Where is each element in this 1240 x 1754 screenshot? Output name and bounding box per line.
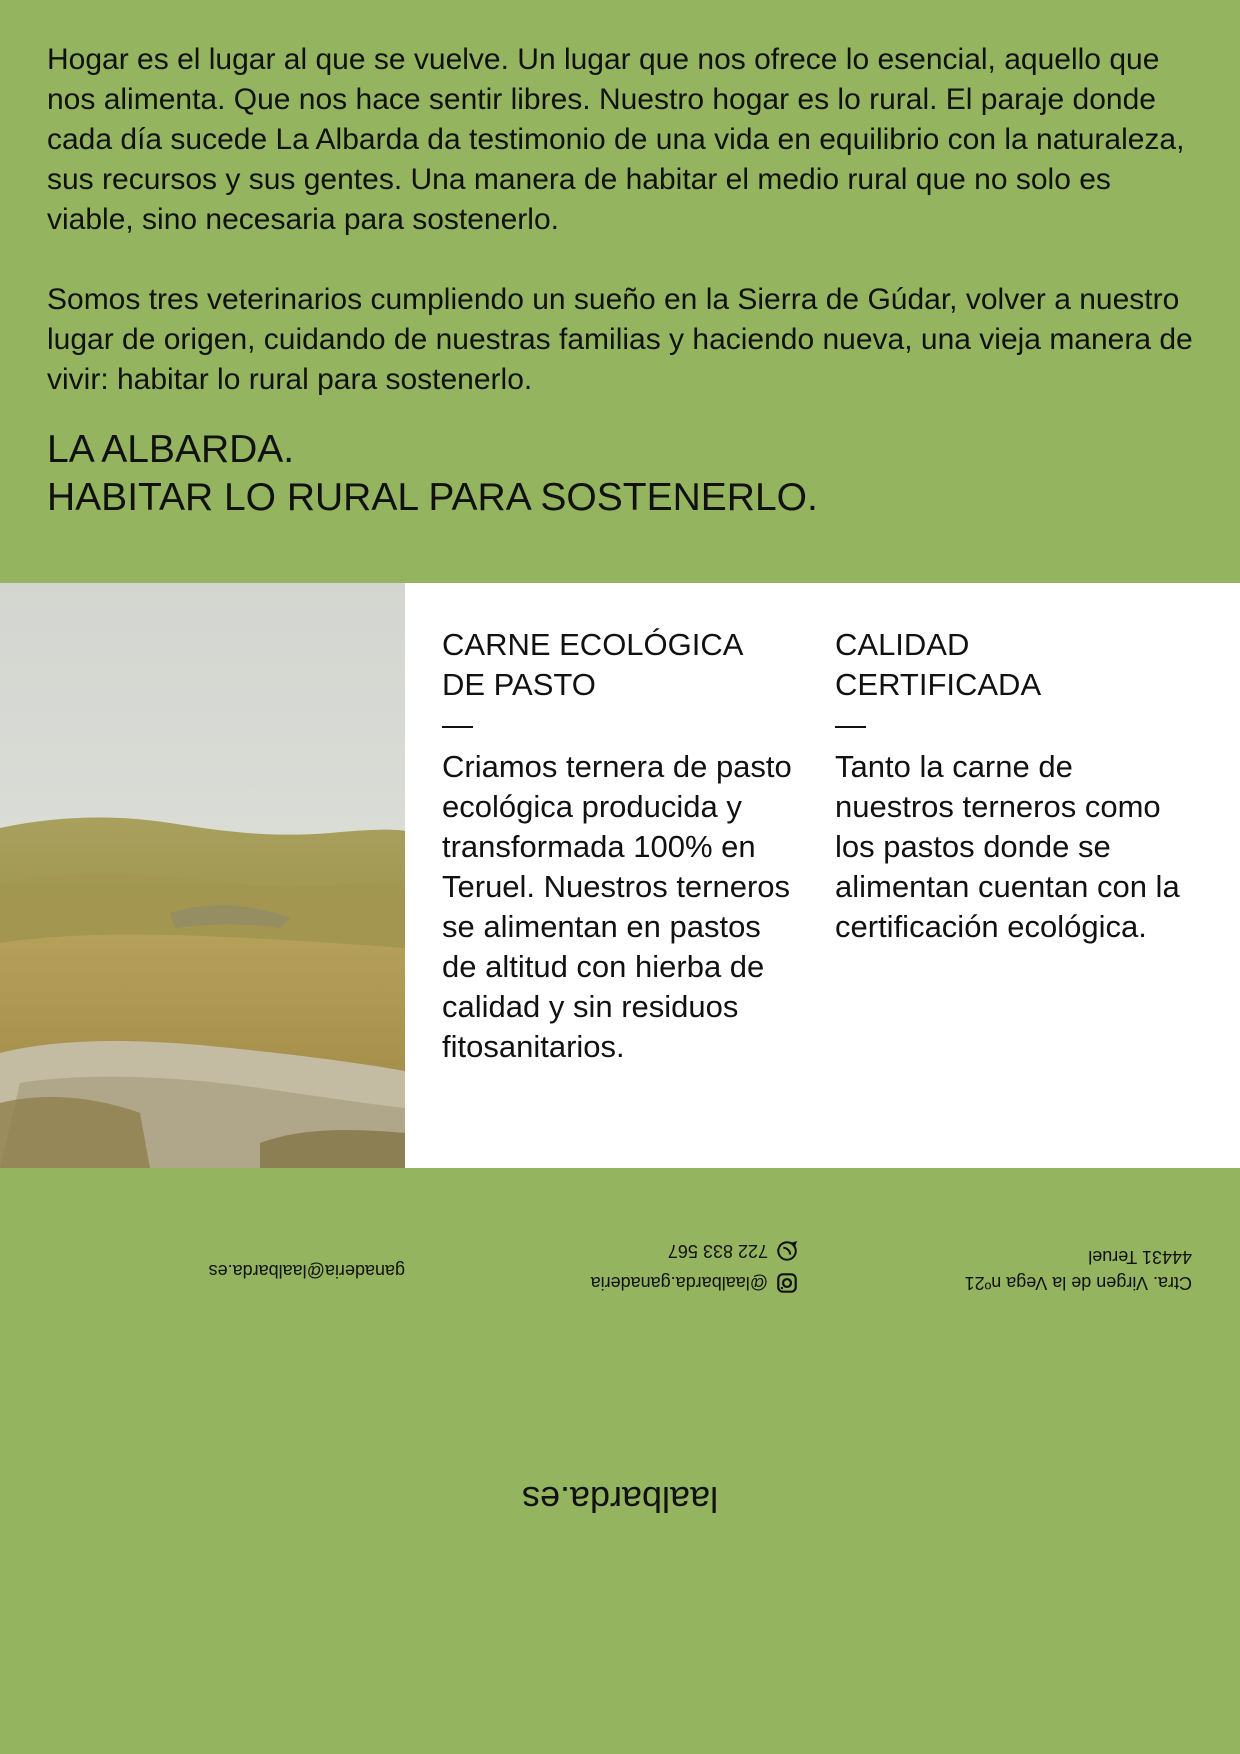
feature-dash: — [835, 707, 866, 742]
feature-title-line-1: CARNE ECOLÓGICA [442, 627, 744, 662]
intro-paragraph-2: Somos tres veterinarios cumpliendo un sueño en la Sierra de Gúdar, volver a nuestro lugar de origen, cuidando de nuestras familias y haciendo nueva, una vieja manera de vivir: habitar lo rural para sostenerlo. [47, 283, 1193, 396]
feature-title [442, 625, 802, 705]
whatsapp-icon [776, 1240, 798, 1262]
feature-certified-quality [835, 625, 1195, 947]
slogan [47, 426, 818, 522]
slogan-line-1: LA ALBARDA. [47, 428, 295, 471]
instagram-icon [776, 1272, 798, 1294]
website-link[interactable]: laalbarda.es [521, 1479, 719, 1520]
feature-organic-meat [442, 625, 802, 1067]
intro-text [47, 40, 1197, 440]
landscape-photo [0, 583, 405, 1168]
feature-text: Tanto la carne de nuestros terneros como los pastos donde se alimentan cuentan con la certificación ecológica. [835, 749, 1180, 944]
whatsapp-number: 722 833 567 [667, 1241, 768, 1261]
intro-paragraph-1: Hogar es el lugar al que se vuelve. Un lugar que nos ofrece lo esencial, aquello que nos alimenta. Que nos hace sentir libres. Nuestro hogar es lo rural. El paraje donde cada día sucede La Albarda da testimonio de una vida en equilibrio con la naturaleza, sus recursos y sus gentes. Una manera de habitar el medio rural que no solo es viable, sino necesaria para sostenerlo. [47, 43, 1185, 236]
feature-title-line-2: DE PASTO [442, 667, 596, 702]
email-link[interactable]: ganaderia@laalbarda.es [208, 1261, 405, 1281]
address-line-2: 44431 Teruel [1088, 1247, 1192, 1267]
whatsapp-row[interactable] [591, 1238, 798, 1264]
intro-section [0, 0, 1240, 583]
feature-title-line-2: CERTIFICADA [835, 667, 1042, 702]
contact-info [591, 1232, 798, 1296]
address-line-1: Ctra. Virgen de la Vega nº21 [964, 1273, 1192, 1293]
feature-title [835, 625, 1195, 705]
feature-text: Criamos ternera de pasto ecológica producida y transformada 100% en Teruel. Nuestros terneros se alimentan en pastos de altitud con hierba de calidad y sin residuos fitosanitarios. [442, 749, 792, 1064]
instagram-handle: @laalbarda.ganaderia [590, 1273, 768, 1293]
footer-section [0, 1168, 1240, 1754]
slogan-line-2: HABITAR LO RURAL PARA SOSTENERLO. [47, 476, 818, 519]
feature-title-line-1: CALIDAD [835, 627, 970, 662]
instagram-row[interactable] [591, 1270, 798, 1296]
footer-rotated [0, 1168, 1240, 1754]
features-section [0, 583, 1240, 1168]
address [965, 1244, 1192, 1296]
feature-dash: — [442, 707, 473, 742]
